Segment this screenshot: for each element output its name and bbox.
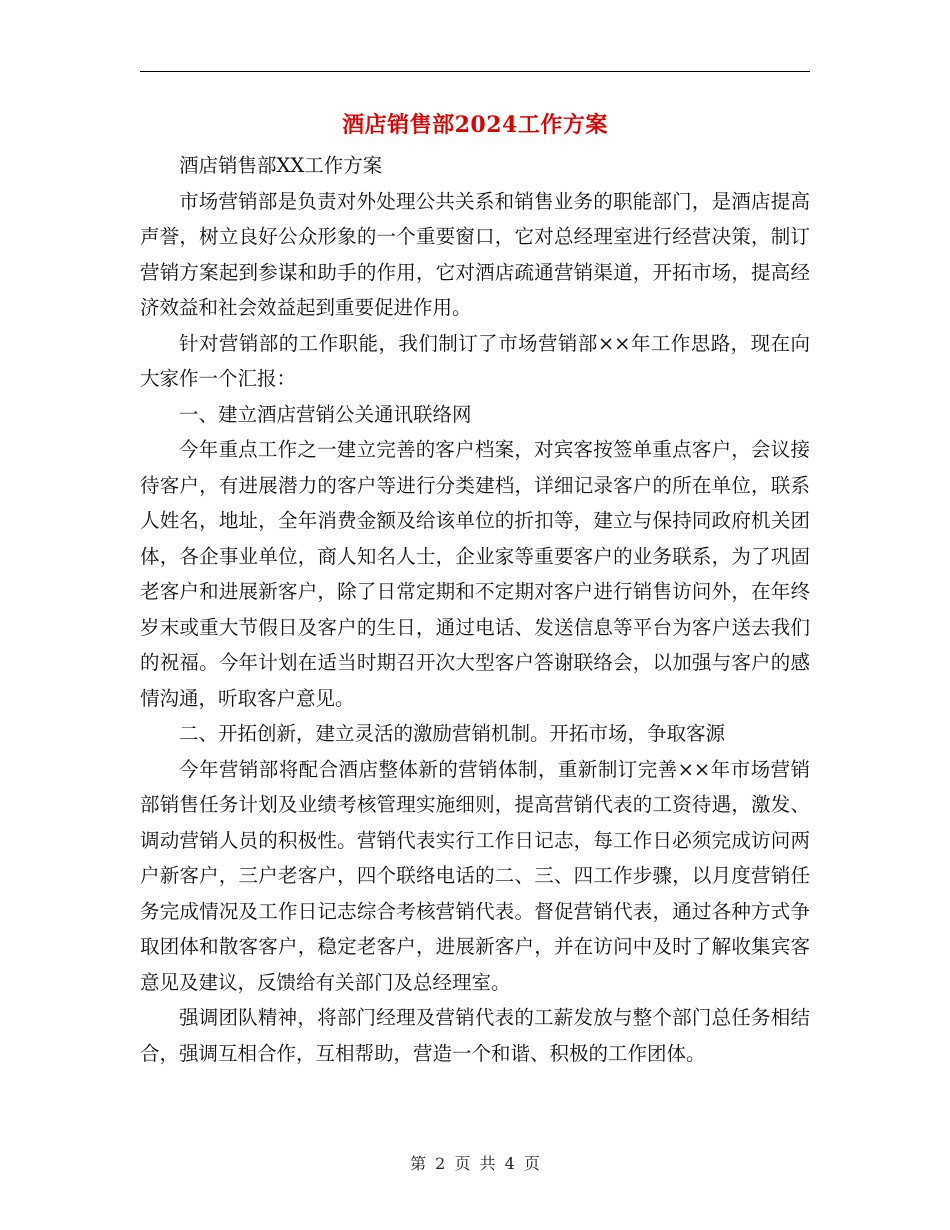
- section-heading-2: 二、开拓创新，建立灵活的激励营销机制。开拓市场，争取客源: [179, 722, 726, 745]
- section-heading-1: 一、建立酒店营销公关通讯联络网: [179, 402, 472, 426]
- page-number: 第 2 页 共 4 页: [410, 1154, 540, 1173]
- intro-paragraph: 市场营销部是负责对外处理公共关系和销售业务的职能部门，是酒店提高声誉，树立良好公众形象的一个重要窗口，它对总经理室进行经营决策，制订营销方案起到参谋和助手的作用，它对酒店疏通营销渠道，开拓市场，提高经济效益和社会效益起到重要促进作用。: [140, 189, 810, 319]
- overview-paragraph: 针对营销部的工作职能，我们制订了市场营销部××年工作思路，现在向大家作一个汇报：: [140, 331, 810, 390]
- section-1-paragraph: 今年重点工作之一建立完善的客户档案，对宾客按签单重点客户，会议接待客户，有进展潜力的客户等进行分类建档，详细记录客户的所在单位，联系人姓名，地址，全年消费金额及给该单位的折扣等，建立与保持同政府机关团体，各企事业单位，商人知名人士，企业家等重要客户的业务联系，为了巩固老客户和进展新客户，除了日常定期和不定期对客户进行销售访问外，在年终岁末或重大节假日及客户的生日，通过电话、发送信息等平台为客户送去我们的祝福。今年计划在适当时期召开次大型客户答谢联络会，以加强与客户的感情沟通，听取客户意见。: [140, 438, 810, 710]
- subtitle-paragraph: 酒店销售部XX工作方案: [179, 154, 383, 177]
- document-body: [140, 148, 810, 1071]
- teamwork-paragraph: 强调团队精神，将部门经理及营销代表的工薪发放与整个部门总任务相结合，强调互相合作，互相帮助，营造一个和谐、积极的工作团体。: [140, 1006, 810, 1065]
- header-rule: [140, 71, 810, 72]
- section-2-paragraph: 今年营销部将配合酒店整体新的营销体制，重新制订完善××年市场营销部销售任务计划及业绩考核管理实施细则，提高营销代表的工资待遇，激发、调动营销人员的积极性。营销代表实行工作日记志，每工作日必须完成访问两户新客户，三户老客户，四个联络电话的二、三、四工作步骤，以月度营销任务完成情况及工作日记志综合考核营销代表。督促营销代表，通过各种方式争取团体和散客客户，稳定老客户，进展新客户，并在访问中及时了解收集宾客意见及建议，反馈给有关部门及总经理室。: [140, 757, 810, 994]
- document-title: 酒店销售部2024工作方案: [342, 112, 608, 138]
